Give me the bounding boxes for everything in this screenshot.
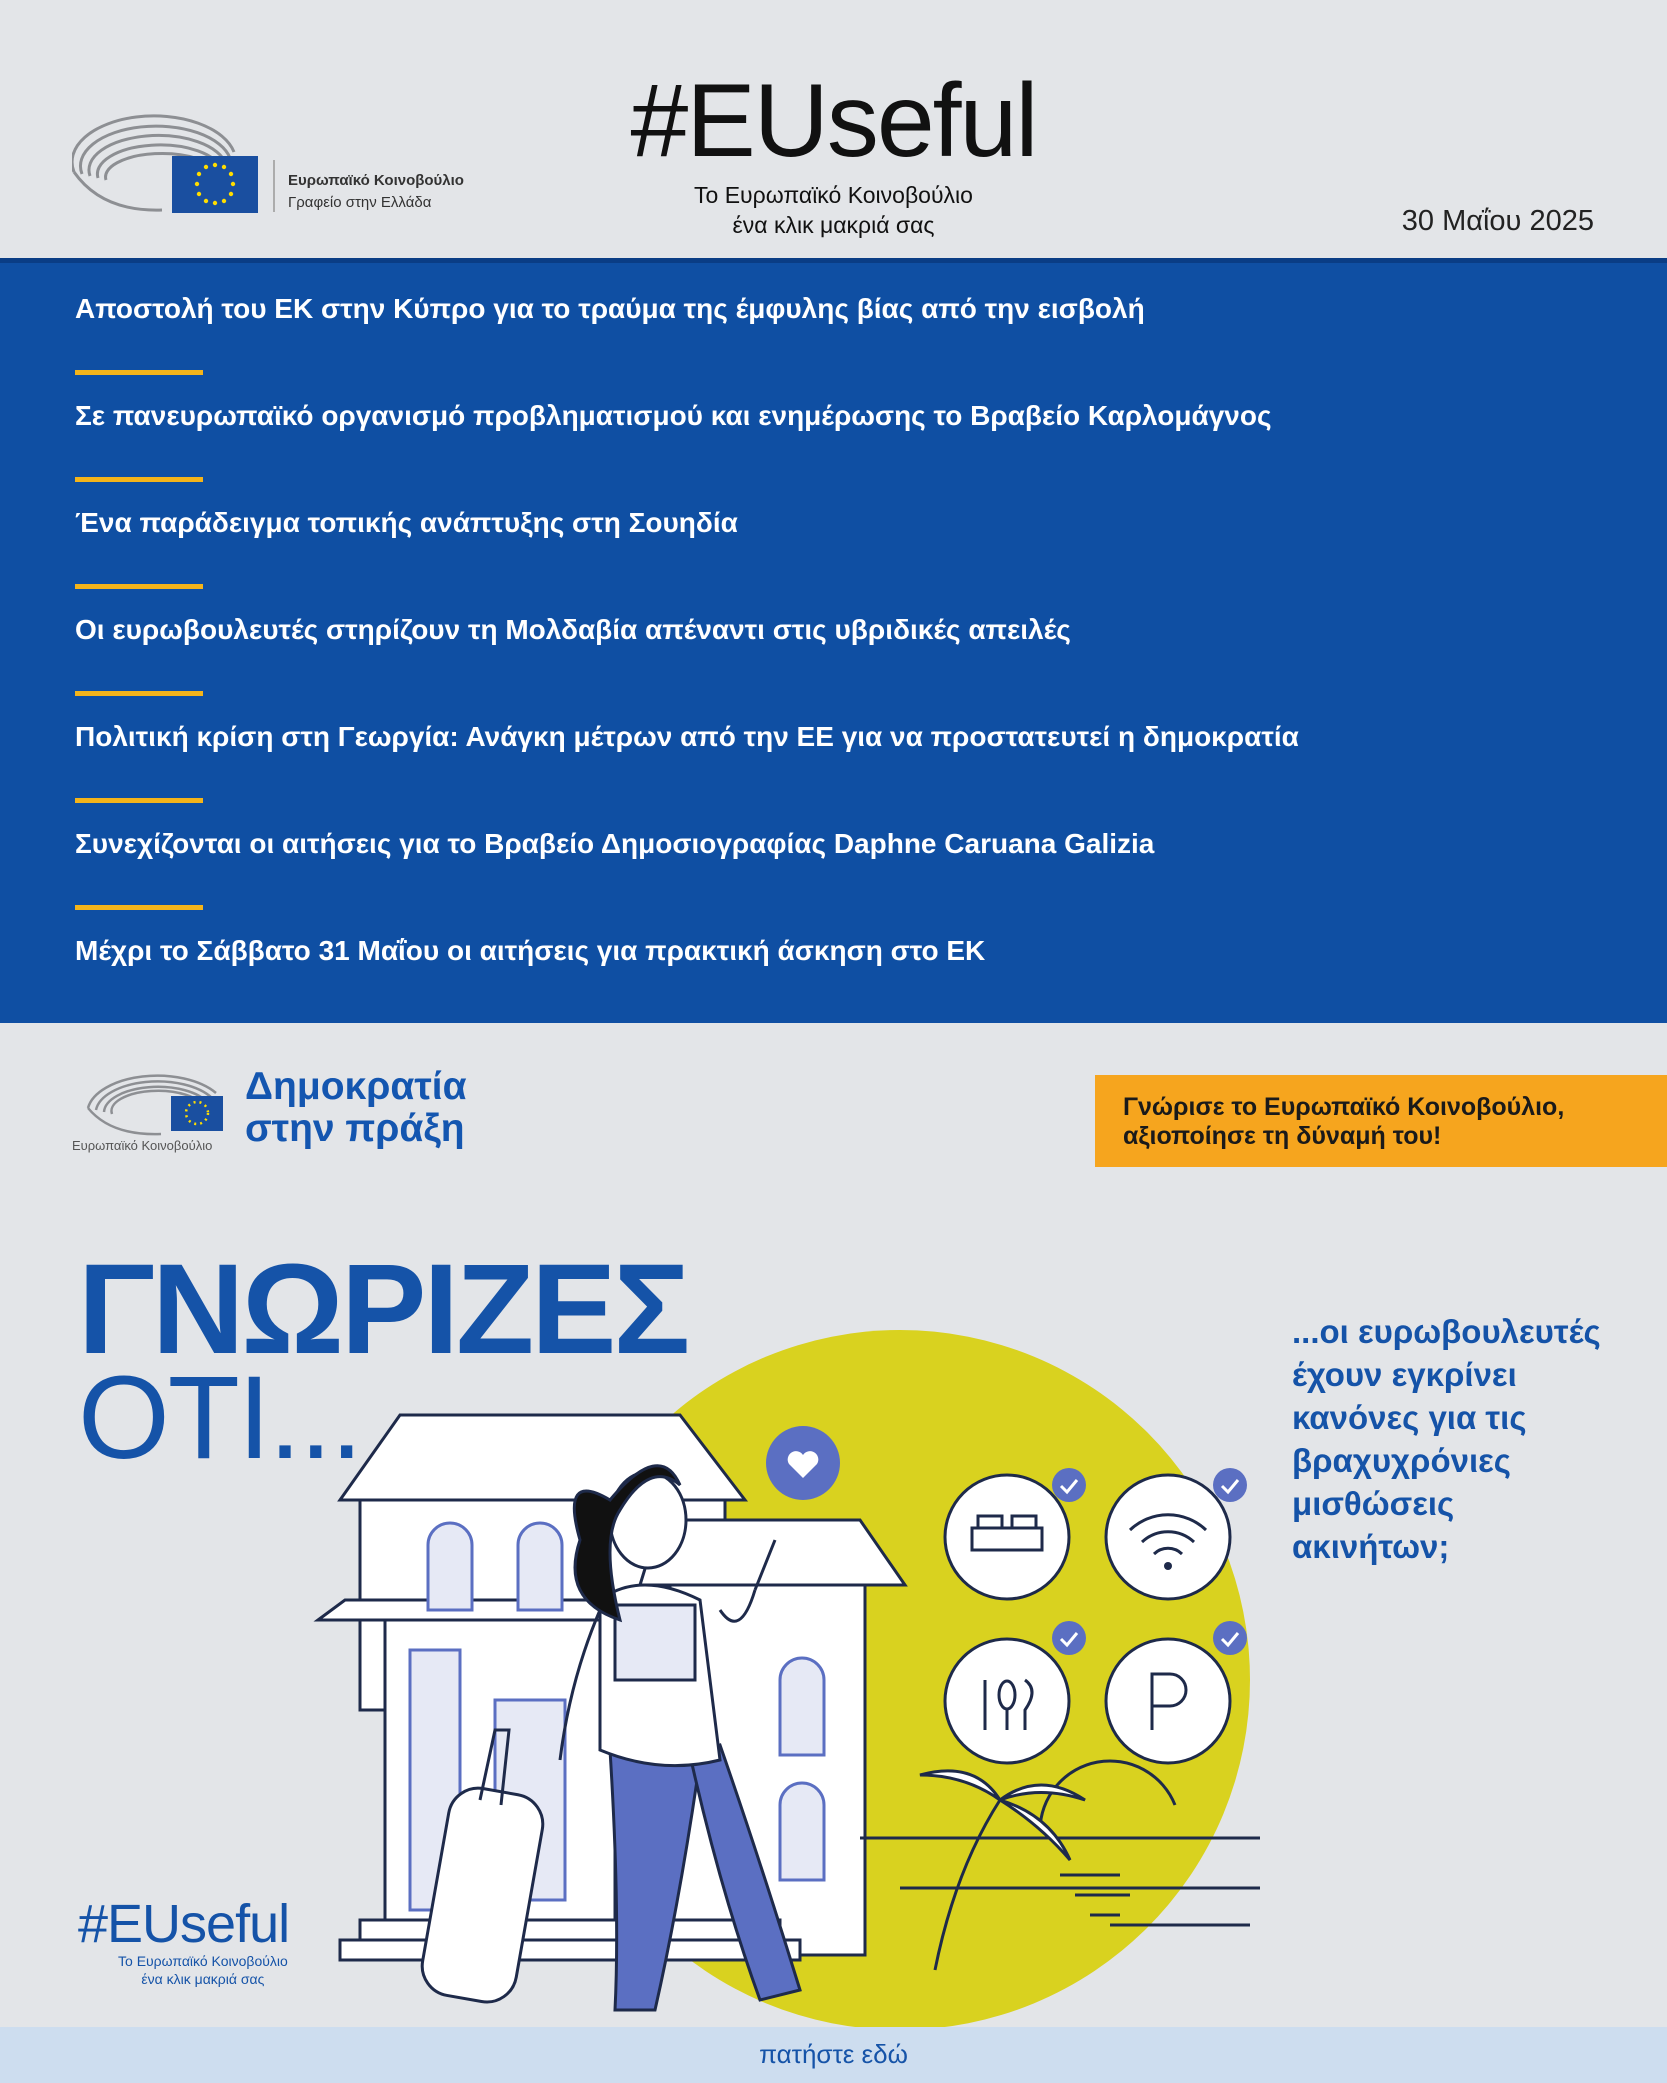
- cta-line2: αξιοποίησε τη δύναμή του!: [1123, 1122, 1442, 1150]
- news-link[interactable]: Μέχρι το Σάββατο 31 Μαΐου οι αιτήσεις για πρακτική άσκηση στο ΕΚ: [75, 935, 986, 966]
- newsletter-header: [0, 0, 1667, 258]
- logo-office: Γραφείο στην Ελλάδα: [288, 194, 432, 211]
- divider: [75, 798, 203, 803]
- cta-banner[interactable]: [1095, 1075, 1667, 1167]
- logo-name: Ευρωπαϊκό Κοινοβούλιο: [288, 172, 464, 189]
- bottom-brand-sub2: ένα κλικ μακριά σας: [141, 1971, 265, 1987]
- question-line: κανόνες για τις: [1292, 1399, 1527, 1436]
- issue-date: 30 Μαΐου 2025: [1401, 205, 1594, 237]
- did-you-know-subtitle: ΟΤΙ...: [78, 1352, 361, 1484]
- news-link[interactable]: Οι ευρωβουλευτές στηρίζουν τη Μολδαβία απέναντι στις υβριδικές απειλές: [75, 614, 1071, 645]
- news-link[interactable]: Αποστολή του ΕΚ στην Κύπρο για το τραύμα της έμφυλης βίας από την εισβολή: [75, 293, 1145, 324]
- brand-title: #EUseful: [630, 63, 1037, 179]
- divider: [75, 905, 203, 910]
- question-line: ...οι ευρωβουλευτές: [1292, 1313, 1601, 1350]
- divider: [75, 584, 203, 589]
- brand-subtitle-line1: Το Ευρωπαϊκό Κοινοβούλιο: [694, 182, 973, 208]
- news-link[interactable]: Πολιτική κρίση στη Γεωργία: Ανάγκη μέτρων από την ΕΕ για να προστατευτεί η δημοκρατία: [75, 721, 1299, 752]
- divider: [75, 691, 203, 696]
- did-you-know-question: [1292, 1310, 1601, 1568]
- news-link[interactable]: Συνεχίζονται οι αιτήσεις για το Βραβείο Δημοσιογραφίας Daphne Caruana Galizia: [75, 828, 1155, 859]
- bottom-brand-subtitle: [118, 1952, 288, 1988]
- news-link[interactable]: Ένα παράδειγμα τοπικής ανάπτυξης στη Σουηδία: [75, 507, 738, 538]
- question-line: ακινήτων;: [1292, 1528, 1450, 1565]
- bottom-brand-sub1: Το Ευρωπαϊκό Κοινοβούλιο: [118, 1953, 288, 1969]
- cta-text: [1123, 1093, 1564, 1151]
- divider: [75, 370, 203, 375]
- parliament-small-logo: [86, 1058, 236, 1148]
- question-line: βραχυχρόνιες: [1292, 1442, 1511, 1479]
- democracy-title: [245, 1066, 467, 1150]
- divider: [75, 477, 203, 482]
- question-line: μισθώσεις: [1292, 1485, 1455, 1522]
- news-list: [0, 258, 1667, 1023]
- democracy-title-line1: Δημοκρατία: [245, 1065, 467, 1108]
- democracy-title-line2: στην πράξη: [245, 1107, 465, 1150]
- cta-line1: Γνώρισε το Ευρωπαϊκό Κοινοβούλιο,: [1123, 1093, 1565, 1121]
- did-you-know-title: ΓΝΩΡΙΖΕΣ: [78, 1238, 688, 1381]
- click-here-bar[interactable]: [0, 2027, 1667, 2083]
- democracy-logo-caption: Ευρωπαϊκό Κοινοβούλιο: [72, 1138, 213, 1153]
- brand-subtitle-line2: ένα κλικ μακριά σας: [732, 212, 935, 238]
- click-here-link[interactable]: πατήστε εδώ: [759, 2039, 908, 2069]
- heart-icon: [766, 1426, 840, 1500]
- bottom-brand: #EUseful: [78, 1894, 290, 1954]
- question-line: έχουν εγκρίνει: [1292, 1356, 1517, 1393]
- news-link[interactable]: Σε πανευρωπαϊκό οργανισμό προβληματισμού και ενημέρωσης το Βραβείο Καρλομάγνος: [75, 400, 1272, 431]
